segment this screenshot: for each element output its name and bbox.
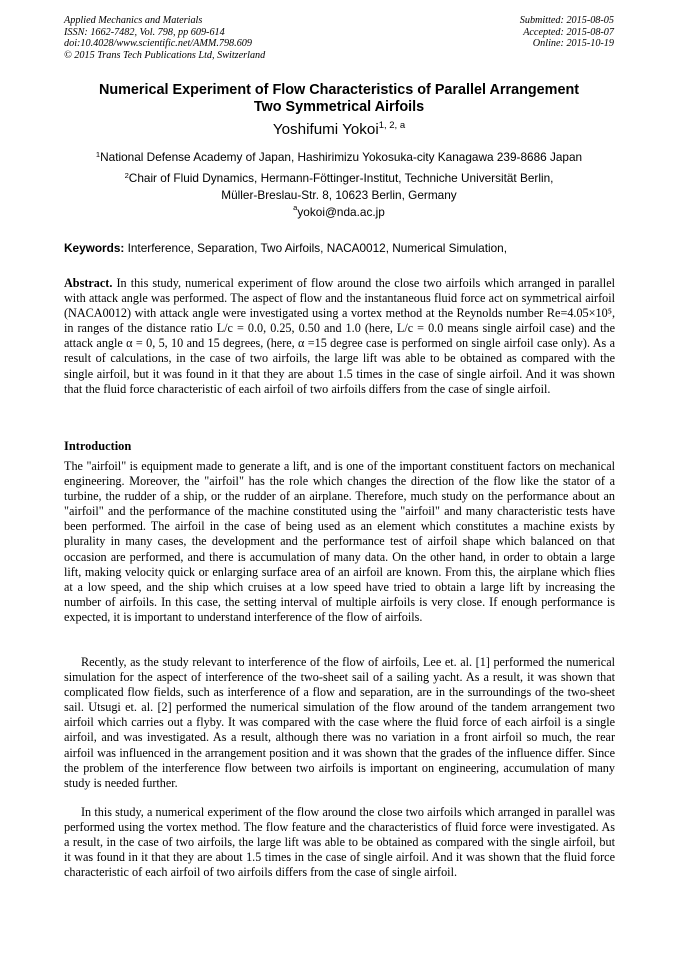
email-mark: a <box>293 203 298 212</box>
keywords-text: Interference, Separation, Two Airfoils, NACA0012, Numerical Simulation, <box>124 241 508 255</box>
abstract <box>64 276 615 397</box>
affiliation-2 <box>0 170 678 203</box>
affiliation-2-mark: 2 <box>124 171 129 180</box>
author-email <box>0 205 678 219</box>
author-name: Yoshifumi Yokoi <box>272 121 379 138</box>
email-address[interactable]: yokoi@nda.ac.jp <box>297 205 385 219</box>
submission-dates <box>520 15 614 50</box>
submitted-date: Submitted: 2015-08-05 <box>519 15 614 26</box>
author <box>0 121 678 138</box>
introduction-heading: Introduction <box>64 439 132 453</box>
accepted-date: Accepted: 2015-08-07 <box>523 26 614 38</box>
keywords <box>64 241 507 255</box>
copyright-line: © 2015 Trans Tech Publications Ltd, Switzerland <box>64 49 266 61</box>
abstract-text: In this study, numerical experiment of flow around the close two airfoils which arranged in parallel with attack angle was performed. The aspect of flow and the instantaneous fluid force act on symmetrical airfoil (NACA0012) with attack angle were investigated using a vortex method at the Reynolds number Re=4.05×10⁵, in ranges of the distance ratio L/c = 0.0, 0.25, 0.50 and 1.0 (here, L/c = 0.0 means single airfoil case) and the attack angle α = 0, 5, 10 and 15 degrees, (here, α =15 degree case is performed on single airfoil case only). As a result of calculations, in the case of two airfoils, the large lift was able to be obtained as compared with the single airfoil, but it was found in it that they are about 1.5 times in the case of single airfoil. And it was shown that the fluid force characteristic of each airfoil of two airfoils differs from the case of single airfoil. <box>64 276 615 396</box>
journal-meta <box>64 15 265 61</box>
affiliation-1-mark: 1 <box>95 150 101 159</box>
affiliation-2-line-1 <box>0 170 678 187</box>
online-date: Online: 2015-10-19 <box>532 38 614 50</box>
doi-line: doi:10.4028/www.scientific.net/AMM.798.609 <box>64 38 252 50</box>
title-line-2: Two Symmetrical Airfoils <box>253 99 425 115</box>
keywords-label: Keywords: <box>64 241 125 255</box>
author-affiliation-marks: 1, 2, a <box>378 120 406 131</box>
paper-title <box>40 82 638 116</box>
affiliation-1-text: National Defense Academy of Japan, Hashirimizu Yokosuka-city Kanagawa 239-8686 Japan <box>100 150 583 164</box>
affiliation-1 <box>0 149 678 166</box>
affiliation-2-line-2: Müller-Breslau-Str. 8, 10623 Berlin, Germany <box>221 187 457 202</box>
introduction-paragraph-2: Recently, as the study relevant to interference of the flow of airfoils, Lee et. al. [1] performed the numerical simulation for the aspect of interference of the two-sheet sail of a sailing yacht. As a result, it was shown that complicated flow fields, such as interference of a flow and separation, are in the surroundings of the two-sheet sail. Utsugi et. al. [2] performed the numerical simulation of the flow around of the tandem arrangement two airfoil which carries out a flyby. It was compared with the case where the fluid force of each airfoil is a single airfoil, and was investigated. As a result, although there was no variation in a front airfoil so much, the rear airfoil was influenced in the arrangement position and it was shown that the grades of the influence differ. Since the problem of the interference flow between two airfoils is important on engineering, accumulation of many study is needed further. <box>64 655 615 790</box>
affiliation-2-text-1: Chair of Fluid Dynamics, Hermann-Föttinger-Institut, Techniche Universität Berlin, <box>128 171 554 185</box>
abstract-label: Abstract. <box>64 276 113 290</box>
title-line-1: Numerical Experiment of Flow Characteristics of Parallel Arrangement <box>98 82 580 98</box>
issn-line: ISSN: 1662-7482, Vol. 798, pp 609-614 <box>64 26 225 38</box>
introduction-paragraph-3: In this study, a numerical experiment of the flow around the close two airfoils which arranged in parallel was performed using the vortex method. The flow feature and the characteristics of fluid force were investigated. As a result, in the case of two airfoils, the large lift was able to be obtained as compared with the single airfoil, but it was found in it that they are about 1.5 times in the case of single airfoil. And it was shown that the fluid force characteristic of each airfoil of two airfoils differs from the case of single airfoil. <box>64 805 615 880</box>
journal-name: Applied Mechanics and Materials <box>64 15 203 26</box>
introduction-paragraph-1: The "airfoil" is equipment made to generate a lift, and is one of the important constituent factors on mechanical engineering. Moreover, the "airfoil" has the role which changes the direction of the flow like the stator of a turbine, the rudder of a ship, or the rudder of an airplane. Therefore, much study on the performance about an "airfoil" and the performance of the machine constituted using the "airfoil" and many characteristic tests have been performed. The airfoil in the case of being used as an element which constitutes a machine exists by plurality in many cases, the development and the performance test of airfoil shape which balanced on that occasion are performed, and there is accumulation of many data. On the other hand, in order to obtain a large lift, making velocity quick or enlarging surface area of an airfoil are known. From this, the airplane which flies at a low speed, and the ship which cruises at a low speed have tried to obtain a large lift by increasing the number of airfoils. In this case, the setting interval of multiple airfoils is very close. If enough performance is expected, it is important to understand interference of the flow of airfoils. <box>64 459 615 624</box>
